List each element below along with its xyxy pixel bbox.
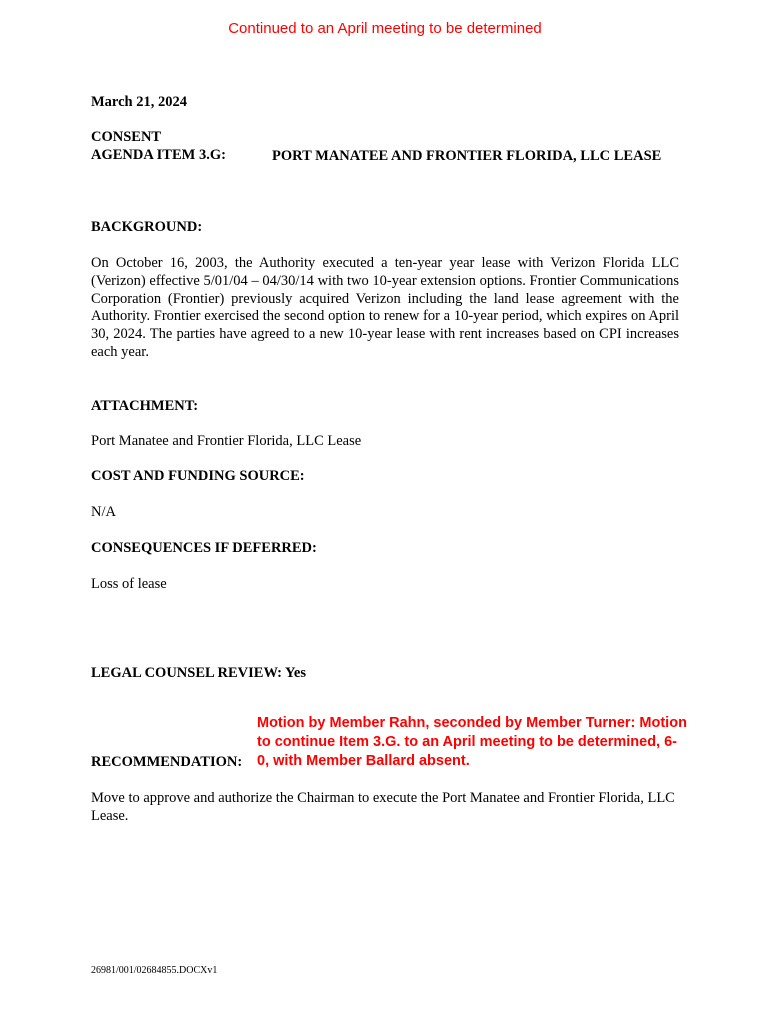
attachment-text: Port Manatee and Frontier Florida, LLC Lease: [91, 433, 362, 449]
meeting-date: March 21, 2024: [91, 94, 187, 110]
agenda-item-label: AGENDA ITEM 3.G:: [91, 147, 226, 163]
document-footer-id: 26981/001/02684855.DOCXv1: [91, 965, 218, 976]
legal-counsel-review: LEGAL COUNSEL REVIEW: Yes: [91, 665, 307, 681]
motion-annotation: Motion by Member Rahn, seconded by Member Turner: Motion to continue Item 3.G. to an April meeting to be determined, 6-0, with Member Ballard absent.: [257, 715, 687, 769]
background-paragraph: On October 16, 2003, the Authority executed a ten-year year lease with Verizon Florida LLC (Verizon) effective 5/01/04 – 04/30/14 with two 10-year extension options. Frontier Communications Corporation (Frontier) previously acquired Verizon including the land lease agreement with the Authority. Frontier exercised the second option to renew for a 10-year period, which expires on April 30, 2024. The parties have agreed to a new 10-year lease with rent increases based on CPI increases each year.: [91, 255, 679, 360]
agenda-item-subject: PORT MANATEE AND FRONTIER FLORIDA, LLC LEASE: [272, 148, 662, 164]
continued-stamp: Continued to an April meeting to be determined: [228, 20, 542, 37]
recommendation-heading: RECOMMENDATION:: [91, 754, 243, 770]
attachment-heading: ATTACHMENT:: [91, 398, 199, 414]
consequences-heading: CONSEQUENCES IF DEFERRED:: [91, 540, 317, 556]
consent-label: CONSENT: [91, 129, 162, 145]
background-heading: BACKGROUND:: [91, 219, 203, 235]
cost-funding-text: N/A: [91, 504, 116, 520]
cost-funding-heading: COST AND FUNDING SOURCE:: [91, 468, 305, 484]
consequences-text: Loss of lease: [91, 576, 167, 592]
recommendation-text: Move to approve and authorize the Chairman to execute the Port Manatee and Frontier Florida, LLC Lease.: [91, 790, 675, 824]
